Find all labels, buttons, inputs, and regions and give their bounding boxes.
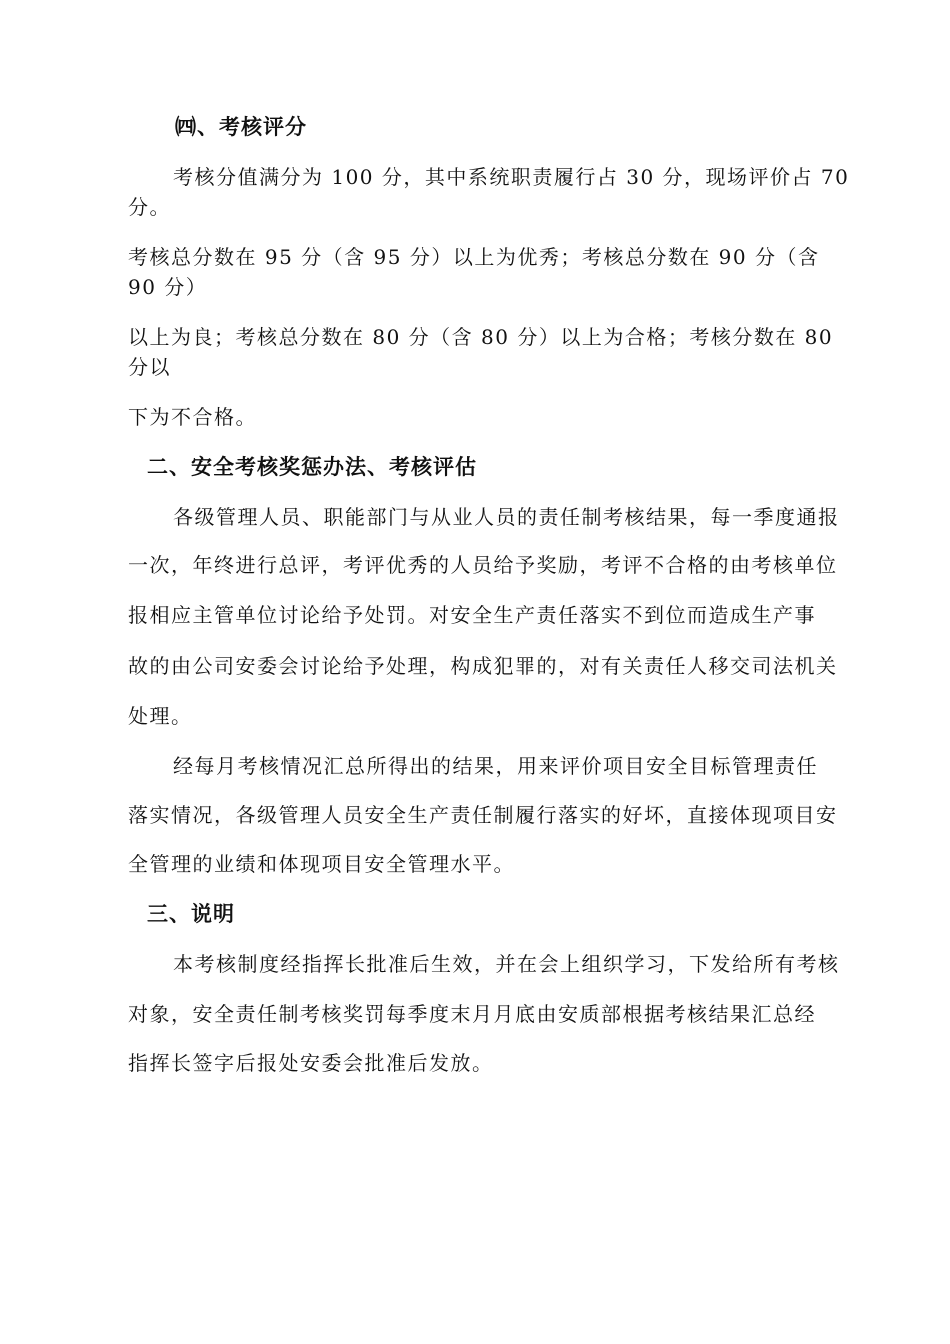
section-4-line-7: 下为不合格。: [128, 405, 257, 429]
section-4-heading: ㈣、考核评分: [175, 115, 307, 139]
section-2-para2-line-2: 落实情况，各级管理人员安全生产责任制履行落实的好坏，直接体现项目安: [128, 803, 838, 827]
section-3-line-2: 对象，安全责任制考核奖罚每季度末月月底由安质部根据考核结果汇总经: [128, 1002, 816, 1026]
section-4-line-5: 以上为良；考核总分数在 80 分（含 80 分）以上为合格；考核分数在 80: [128, 325, 834, 349]
section-2-para1-line-4: 故的由公司安委会讨论给予处理，构成犯罪的，对有关责任人移交司法机关: [128, 654, 838, 678]
section-3-heading: 三、说明: [147, 902, 235, 926]
section-2-para2-line-3: 全管理的业绩和体现项目安全管理水平。: [128, 852, 515, 876]
section-2-heading: 二、安全考核奖惩办法、考核评估: [147, 455, 477, 479]
section-2-para1-line-1: 各级管理人员、职能部门与从业人员的责任制考核结果，每一季度通报: [173, 505, 840, 529]
section-4-line-1: 考核分值满分为 100 分，其中系统职责履行占 30 分，现场评价占 70: [173, 165, 850, 189]
section-4-line-3: 考核总分数在 95 分（含 95 分）以上为优秀；考核总分数在 90 分（含: [128, 245, 820, 269]
section-2-para1-line-5: 处理。: [128, 704, 193, 728]
section-4-line-2: 分。: [128, 195, 171, 219]
section-3-line-3: 指挥长签字后报处安委会批准后发放。: [128, 1051, 494, 1075]
section-2-para1-line-3: 报相应主管单位讨论给予处罚。对安全生产责任落实不到位而造成生产事: [128, 603, 816, 627]
section-3-line-1: 本考核制度经指挥长批准后生效，并在会上组织学习，下发给所有考核: [173, 952, 840, 976]
section-2-para1-line-2: 一次，年终进行总评，考评优秀的人员给予奖励，考评不合格的由考核单位: [128, 553, 838, 577]
section-2-para2-line-1: 经每月考核情况汇总所得出的结果，用来评价项目安全目标管理责任: [173, 754, 818, 778]
section-4-line-4: 90 分）: [128, 275, 208, 299]
section-4-line-6: 分以: [128, 355, 171, 379]
